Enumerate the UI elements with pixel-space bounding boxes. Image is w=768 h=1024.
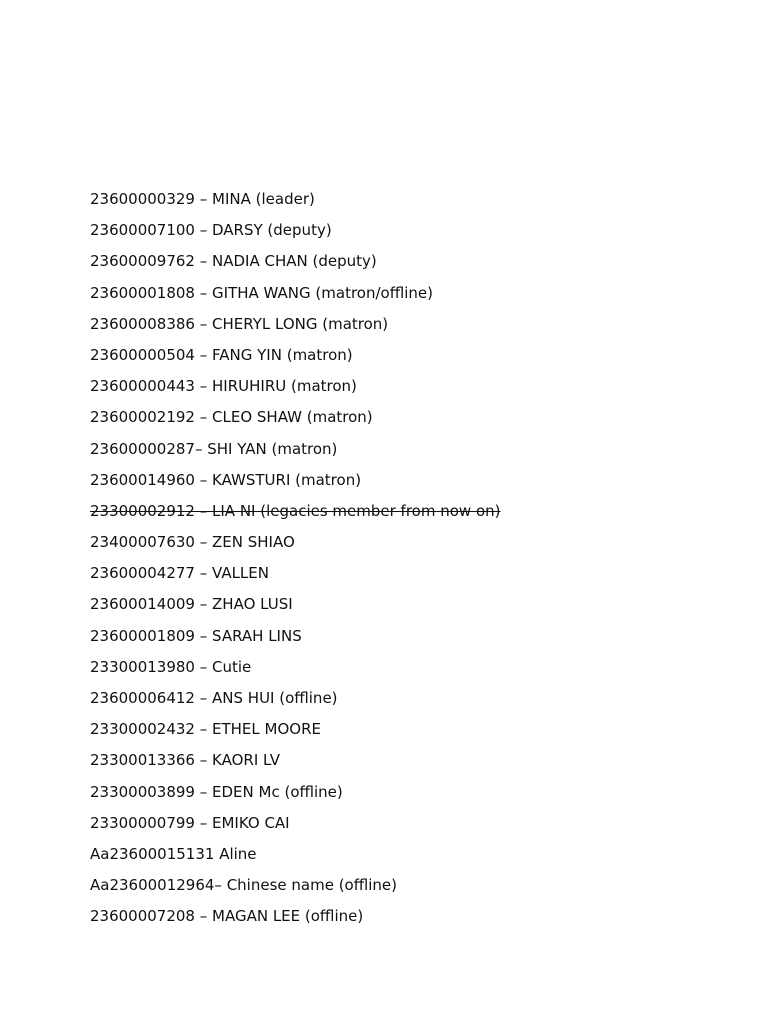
- member-line: 23300003899 – EDEN Mc (offline): [90, 782, 343, 801]
- member-line: 23600000287– SHI YAN (matron): [90, 439, 338, 458]
- member-line: Aa23600012964– Chinese name (offline): [90, 876, 397, 895]
- member-line: 23600001808 – GITHA WANG (matron/offline): [90, 283, 433, 302]
- member-line: 23600014960 – KAWSTURI (matron): [90, 470, 362, 489]
- member-list: [90, 184, 730, 933]
- member-line-struck-through: 23300002912 – LIA NI (legacies member from now on): [90, 501, 501, 520]
- member-line: 23600000504 – FANG YIN (matron): [90, 345, 353, 364]
- member-line: 23600001809 – SARAH LINS: [90, 626, 302, 645]
- member-line: 23300013366 – KAORI LV: [90, 751, 280, 770]
- member-line: 23300000799 – EMIKO CAI: [90, 813, 290, 832]
- member-line: 23600007100 – DARSY (deputy): [90, 221, 332, 240]
- member-line: 23600004277 – VALLEN: [90, 564, 269, 583]
- member-line: 23400007630 – ZEN SHIAO: [90, 533, 295, 552]
- member-line: 23600014009 – ZHAO LUSI: [90, 595, 293, 614]
- member-line: 23600008386 – CHERYL LONG (matron): [90, 314, 389, 333]
- member-line: 23600000329 – MINA (leader): [90, 190, 315, 208]
- member-line: 23300013980 – Cutie: [90, 657, 252, 676]
- member-line: 23600009762 – NADIA CHAN (deputy): [90, 252, 377, 271]
- member-line: 23600006412 – ANS HUI (offline): [90, 689, 338, 707]
- member-line: 23600000443 – HIRUHIRU (matron): [90, 377, 357, 396]
- member-line: 23600007208 – MAGAN LEE (offline): [90, 907, 364, 926]
- member-line: 23300002432 – ETHEL MOORE: [90, 720, 321, 739]
- member-line: Aa23600015131 Aline: [90, 844, 257, 863]
- member-line: 23600002192 – CLEO SHAW (matron): [90, 408, 373, 427]
